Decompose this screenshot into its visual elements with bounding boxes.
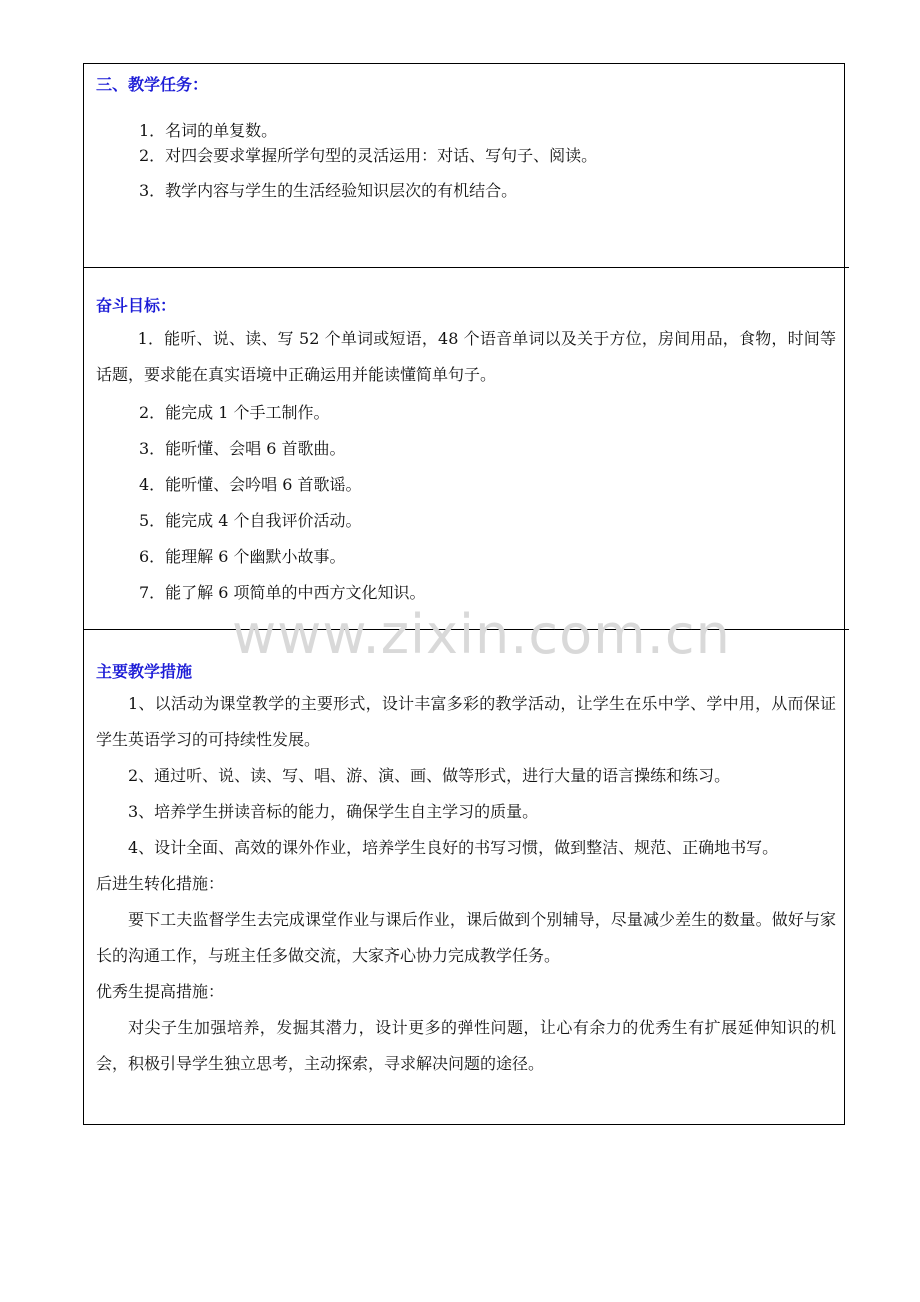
measure-item: 1、以活动为课堂教学的主要形式，设计丰富多彩的教学活动，让学生在乐中学、学中用，从而保证学生英语学习的可持续性发展。 [96,694,836,749]
excellent-text: 对尖子生加强培养，发掘其潜力，设计更多的弹性问题，让心有余力的优秀生有扩展延伸知识的机会，积极引导学生独立思考，主动探索，寻求解决问题的途径。 [96,1018,836,1073]
lagging-text: 要下工夫监督学生去完成课堂作业与课后作业，课后做到个别辅导，尽量减少差生的数量。做好与家长的沟通工作，与班主任多做交流，大家齐心协力完成教学任务。 [96,910,836,965]
goal-item: 6．能理解 6 个幽默小故事。 [139,547,346,566]
measure-item: 3、培养学生拼读音标的能力，确保学生自主学习的质量。 [128,802,539,821]
goal-item: 1．能听、说、读、写 52 个单词或短语，48 个语音单词以及关于方位，房间用品，食物，时间等话题，要求能在真实语境中正确运用并能读懂简单句子。 [96,329,836,384]
goal-item: 4．能听懂、会吟唱 6 首歌谣。 [139,475,362,494]
measure-item: 2、通过听、说、读、写、唱、游、演、画、做等形式，进行大量的语言操练和练习。 [128,766,731,785]
goal-item: 3．能听懂、会唱 6 首歌曲。 [139,439,346,458]
measure-item: 4、设计全面、高效的课外作业，培养学生良好的书写习惯，做到整洁、规范、正确地书写。 [128,838,779,857]
tasks-section [96,64,836,268]
plan-table [83,63,845,1125]
lagging-title: 后进生转化措施： [96,874,225,893]
task-item: 3．教学内容与学生的生活经验知识层次的有机结合。 [139,181,518,200]
goals-section [96,268,836,630]
measures-section [96,630,836,1120]
task-item: 2．对四会要求掌握所学句型的灵活运用：对话、写句子、阅读。 [139,146,598,165]
goal-item: 7．能了解 6 项简单的中西方文化知识。 [139,583,426,602]
task-item: 1．名词的单复数。 [139,121,278,140]
excellent-title: 优秀生提高措施： [96,982,225,1001]
goal-item: 2．能完成 1 个手工制作。 [139,403,330,422]
measures-heading: 主要教学措施 [96,662,193,681]
watermark: www.zixin.com.cn [232,603,731,666]
tasks-heading: 三、教学任务： [96,75,209,94]
goals-heading: 奋斗目标： [96,296,177,315]
goal-item: 5．能完成 4 个自我评价活动。 [139,511,362,530]
